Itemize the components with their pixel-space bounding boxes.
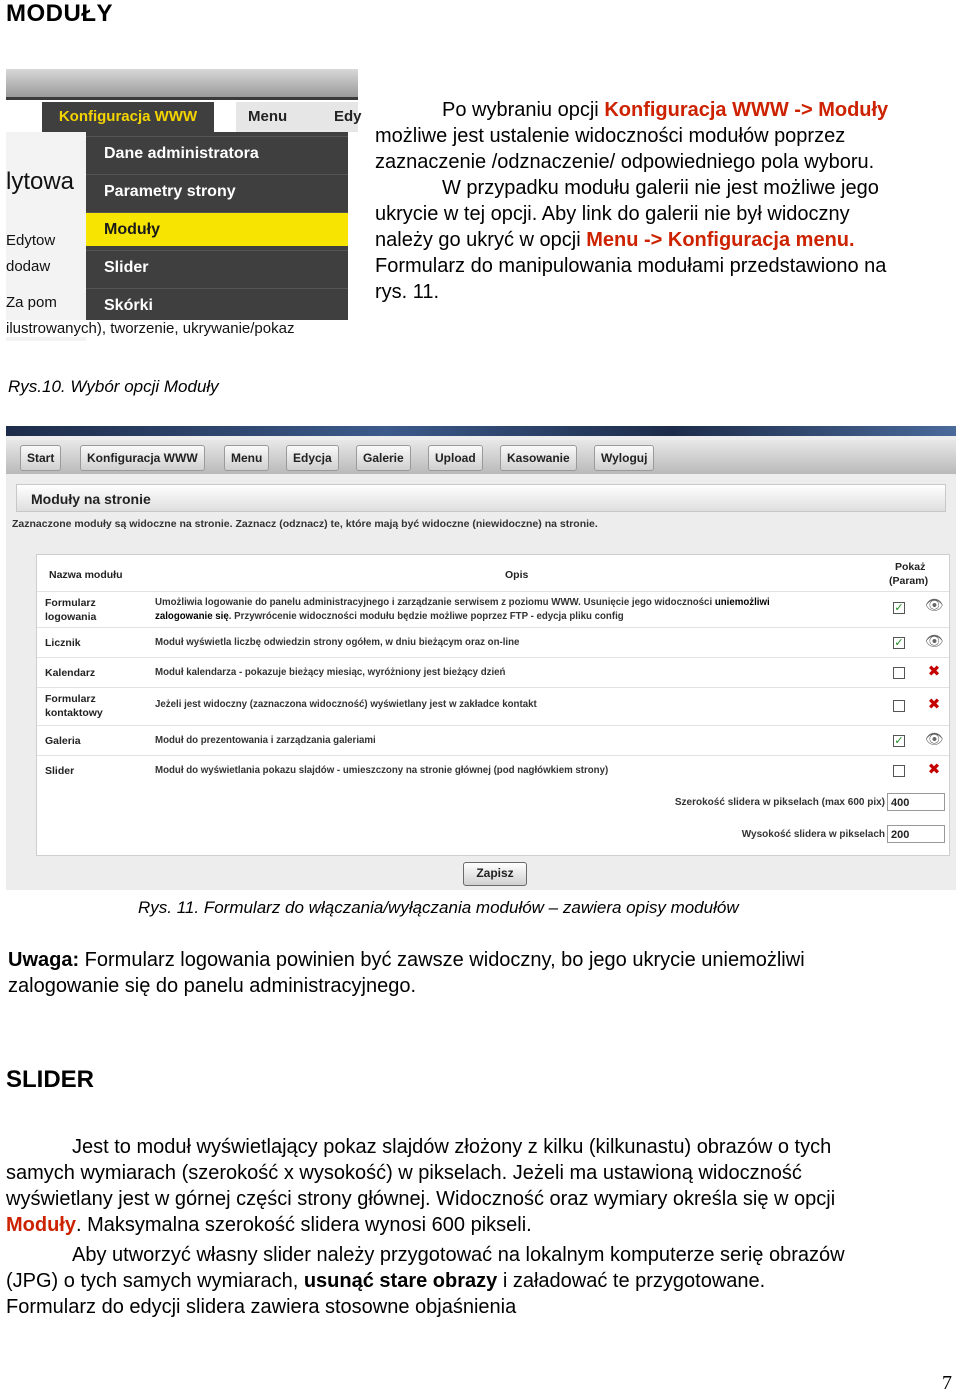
col-header-param: (Param): [889, 575, 929, 587]
slider-heading: SLIDER: [6, 1066, 95, 1093]
dropdown-item-skorki[interactable]: Skórki: [86, 288, 348, 322]
text: wyświetlany jest w górnej części strony głównej. Widoczność oraz wymiary określa się w opcji: [6, 1188, 836, 1210]
slider-paragraph-2: [6, 1242, 950, 1320]
intro-paragraph: [375, 97, 955, 305]
text: (JPG) o tych samych wymiarach,: [6, 1270, 304, 1292]
module-name: Kalendarz: [45, 667, 96, 679]
eye-crossed-icon[interactable]: ✖: [927, 696, 941, 713]
modules-form-screenshot: [6, 426, 956, 890]
bg-text: dodaw: [6, 258, 51, 275]
table-row: [37, 687, 949, 726]
menu-screenshot: [6, 69, 362, 341]
panel-title: Moduły na stronie: [16, 484, 946, 512]
table-row: [37, 755, 949, 786]
nav-kasowanie[interactable]: Kasowanie: [500, 445, 577, 471]
eye-icon[interactable]: 👁: [925, 597, 945, 614]
bg-text: Edytow: [6, 232, 56, 249]
save-button[interactable]: Zapisz: [463, 862, 527, 886]
text: i załadować te przygotowane.: [497, 1270, 766, 1292]
slider-height-label: Wysokość slidera w pikselach: [741, 829, 885, 840]
module-name: Formularz logowania: [45, 597, 97, 623]
nav-galerie[interactable]: Galerie: [356, 445, 411, 471]
text: należy go ukryć w opcji: [375, 229, 587, 251]
module-desc: Moduł do wyświetlania pokazu slajdów - umieszczony na stronie głównej (pod nagłówkiem strony): [155, 765, 609, 776]
highlight-menu-konfiguracja: Menu -> Konfiguracja menu.: [586, 229, 855, 251]
desc-text: Umożliwia logowanie do panelu administracyjnego i zarządzanie serwisem z poziomu WWW. Usunięcie jego widoczności: [155, 597, 715, 608]
table-row: [37, 627, 949, 658]
nav-konfiguracja-www[interactable]: Konfiguracja WWW: [80, 445, 205, 471]
menu-item-menu[interactable]: Menu: [248, 108, 288, 125]
note-paragraph: [8, 947, 948, 999]
module-name: Galeria: [45, 735, 81, 747]
bg-bottom-text: ilustrowanych), tworzenie, ukrywanie/pokaz: [6, 320, 358, 337]
text: Po wybraniu opcji: [442, 99, 605, 121]
eye-crossed-icon[interactable]: ✖: [927, 761, 941, 778]
main-nav: [6, 440, 956, 474]
module-desc: Moduł do prezentowania i zarządzania galeriami: [155, 735, 376, 746]
modules-table: [36, 554, 950, 856]
table-row: [37, 725, 949, 756]
text: zalogowanie się do panelu administracyjnego.: [8, 975, 417, 997]
figure-caption-11: Rys. 11. Formularz do włączania/wyłączania modułów – zawiera opisy modułów: [138, 898, 739, 917]
desc-text: . Przywrócenie widoczności modułu będzie możliwe poprzez FTP - edycja pliku config: [228, 611, 624, 622]
slider-width-label: Szerokość slidera w pikselach (max 600 pix): [674, 797, 885, 808]
konfiguracja-dropdown: [86, 132, 348, 322]
slider-height-input[interactable]: 200: [887, 825, 945, 843]
module-name: Licznik: [45, 637, 81, 649]
text: możliwe jest ustalenie widoczności modułów poprzez: [375, 125, 846, 147]
highlight-moduly: Moduły: [6, 1214, 76, 1236]
module-name: Slider: [45, 765, 75, 777]
desc-bold: zalogowanie się: [155, 611, 229, 622]
text: rys. 11.: [375, 281, 440, 303]
page-title: MODUŁY: [6, 0, 113, 27]
dropdown-item-moduly[interactable]: Moduły: [86, 212, 348, 246]
col-header-show: Pokaż: [895, 561, 926, 573]
header-strip: [6, 426, 956, 436]
dropdown-item-dane-administratora[interactable]: Dane administratora: [86, 136, 348, 170]
text: Jest to moduł wyświetlający pokaz slajdów złożony z kilku (kilkunastu) obrazów o tych: [72, 1136, 832, 1158]
text: Aby utworzyć własny slider należy przygotować na lokalnym komputerze serię obrazów: [72, 1244, 845, 1266]
module-desc: Moduł wyświetla liczbę odwiedzin strony ogółem, w dniu bieżącym oraz on-line: [155, 637, 520, 648]
text: Formularz logowania powinien być zawsze widoczny, bo jego ukrycie uniemożliwi: [79, 949, 805, 971]
figure-caption-10: Rys.10. Wybór opcji Moduły: [8, 377, 219, 396]
dropdown-item-slider[interactable]: Slider: [86, 250, 348, 284]
menu-item-edy[interactable]: Edy: [334, 108, 362, 125]
text: W przypadku modułu galerii nie jest możliwe jego: [442, 177, 879, 199]
highlight-konfiguracja-moduly: Konfiguracja WWW -> Moduły: [604, 99, 889, 121]
info-text: Zaznaczone moduły są widoczne na stronie. Zaznacz (odznacz) te, które mają być widoczne (niewidoczne) na stronie.: [12, 518, 598, 530]
visibility-checkbox[interactable]: ✓: [894, 637, 904, 649]
module-desc: Moduł kalendarza - pokazuje bieżący miesiąc, wyróżniony jest bieżący dzień: [155, 667, 506, 678]
background-left-column: [6, 132, 86, 341]
text: Formularz do edycji slidera zawiera stosowne objaśnienia: [6, 1296, 517, 1318]
module-desc: Jeżeli jest widoczny (zaznaczona widoczność) wyświetlany jest w zakładce kontakt: [155, 699, 537, 710]
visibility-checkbox[interactable]: ✓: [894, 735, 904, 747]
col-header-name: Nazwa modułu: [49, 569, 123, 581]
module-name: Formularz kontaktowy: [45, 693, 103, 719]
bold-text: usunąć stare obrazy: [303, 1270, 498, 1292]
slider-paragraph-1: [6, 1134, 950, 1238]
nav-upload[interactable]: Upload: [428, 445, 483, 471]
screenshot-top-bar: [6, 69, 358, 97]
menu-top-right: [236, 102, 362, 132]
eye-crossed-icon[interactable]: ✖: [927, 663, 941, 680]
bg-text: lytowa: [6, 168, 75, 195]
col-header-desc: Opis: [505, 569, 529, 581]
desc-bold: uniemożliwi: [714, 597, 770, 608]
page-number: 7: [942, 1372, 952, 1394]
table-row: [37, 657, 949, 688]
eye-icon[interactable]: 👁: [925, 633, 945, 650]
nav-edycja[interactable]: Edycja: [286, 445, 339, 471]
text: zaznaczenie /odznaczenie/ odpowiedniego pola wyboru.: [375, 151, 875, 173]
slider-width-input[interactable]: 400: [887, 793, 945, 811]
text: . Maksymalna szerokość slidera wynosi 600 pikseli.: [76, 1214, 532, 1236]
visibility-checkbox[interactable]: [893, 700, 905, 712]
text: samych wymiarach (szerokość x wysokość) w pikselach. Jeżeli ma ustawioną widoczność: [6, 1162, 802, 1184]
visibility-checkbox[interactable]: ✓: [894, 602, 904, 614]
visibility-checkbox[interactable]: [893, 667, 905, 679]
nav-menu[interactable]: Menu: [224, 445, 269, 471]
bg-text: Za pom: [6, 294, 57, 311]
module-desc: [155, 596, 885, 624]
nav-wyloguj[interactable]: Wyloguj: [594, 445, 654, 471]
dropdown-item-parametry-strony[interactable]: Parametry strony: [86, 174, 348, 208]
eye-icon[interactable]: 👁: [925, 731, 945, 748]
text: ukrycie w tej opcji. Aby link do galerii nie był widoczny: [375, 203, 850, 225]
visibility-checkbox[interactable]: [893, 765, 905, 777]
note-label: Uwaga:: [8, 949, 80, 971]
nav-start[interactable]: Start: [20, 445, 61, 471]
menu-konfiguracja-www[interactable]: Konfiguracja WWW: [42, 102, 214, 132]
text: Formularz do manipulowania modułami przedstawiono na: [375, 255, 887, 277]
table-row: [37, 591, 949, 628]
